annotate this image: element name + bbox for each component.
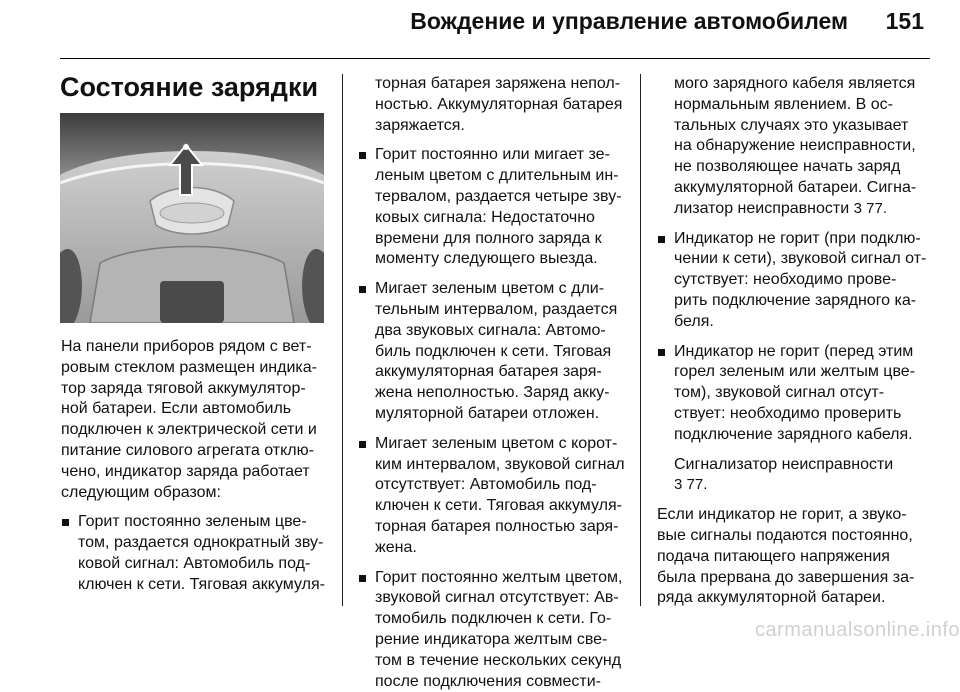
text-line: Горит постоянно зеленым цве-: [78, 513, 307, 531]
text-line: была прервана до завершения за-: [657, 568, 915, 586]
text-fragment: лизатор неисправности: [674, 199, 850, 217]
text-line: подключение зарядного кабеля.: [674, 425, 913, 443]
text-line: чено, индикатор заряда работает: [61, 462, 310, 480]
text-line: аккумуляторная батарея заря-: [375, 363, 602, 381]
text-line: следующим образом:: [61, 483, 221, 501]
text-line: торная батарея заряжена непол-: [375, 75, 621, 92]
page-reference-link[interactable]: 3 77.: [674, 476, 708, 494]
text-line: нормальным явлением. В ос-: [674, 95, 893, 113]
column-3: [657, 74, 932, 609]
text-line: времени для полного заряда к: [375, 229, 602, 247]
text-line: на обнаружение неисправности,: [674, 137, 916, 155]
bullet-continuation: [358, 74, 628, 136]
text-line: рение индикатора желтым све-: [375, 630, 608, 648]
text-line: не позволяющее начать заряд: [674, 158, 901, 176]
page-reference-link[interactable]: 3 77.: [853, 199, 888, 217]
text-line: отсутствует: Автомобиль под-: [375, 476, 597, 494]
text-line: сутствует: необходимо прове-: [674, 271, 897, 289]
text-line: Если индикатор не горит, а звуко-: [657, 506, 907, 524]
bullet-item: [61, 512, 331, 595]
text-line: ключен к сети. Тяговая аккумуля-: [78, 575, 325, 593]
text-line: тервалом, раздается четыре зву-: [375, 187, 622, 205]
text-line: муляторной батареи отложен.: [375, 404, 600, 422]
text-line: Индикатор не горит (при подклю-: [674, 229, 921, 247]
closing-paragraph: [657, 505, 932, 609]
header-rule: [60, 58, 930, 59]
text-line: после подключения совмести-: [375, 672, 601, 690]
text-line: ностью. Аккумуляторная батарея: [375, 95, 623, 113]
column-2: [358, 74, 628, 692]
text-line: беля.: [674, 312, 714, 330]
text-line: ной батареи. Если автомобиль: [61, 400, 292, 418]
text-line: подключен к электрической сети и: [61, 421, 317, 439]
text-line: горел зеленым или желтым цве-: [674, 363, 916, 381]
text-line: том, раздается однократный зву-: [78, 534, 324, 552]
text-line: ключен к сети. Тяговая аккумуля-: [375, 497, 622, 515]
indented-note: [657, 455, 932, 497]
header-title: Вождение и управление автомобилем: [410, 8, 848, 34]
text-line: тальных случаях это указывает: [674, 116, 909, 134]
text-line: Индикатор не горит (перед этим: [674, 342, 914, 360]
text-line: тор заряда тяговой аккумулятор-: [61, 379, 306, 397]
text-line: [674, 199, 932, 220]
text-line: моменту следующего выезда.: [375, 250, 598, 268]
bullet-item: [358, 568, 628, 692]
text-line: два звуковых сигнала: Автомо-: [375, 321, 606, 339]
text-line: заряжается.: [375, 116, 465, 134]
bullet-item: [358, 145, 628, 270]
text-line: торная батарея полностью заря-: [375, 517, 619, 535]
bullet-continuation: [657, 74, 932, 220]
bullet-marker-icon: [359, 441, 366, 448]
text-line: ряда аккумуляторной батареи.: [657, 589, 886, 607]
page-number: 151: [885, 8, 924, 34]
text-line: звуковой сигнал отсутствует: Ав-: [375, 589, 619, 607]
text-line: подача питающего напряжения: [657, 547, 890, 565]
column-divider: [342, 74, 343, 606]
bullet-marker-icon: [359, 575, 366, 582]
text-line: Мигает зеленым цветом с корот-: [375, 434, 618, 452]
text-line: Сигнализатор неисправности: [674, 455, 894, 473]
text-line: ковой сигнал: Автомобиль под-: [78, 554, 311, 572]
text-line: Горит постоянно или мигает зе-: [375, 146, 610, 164]
text-line: чении к сети), звуковой сигнал от-: [674, 250, 927, 268]
text-line: ствует: необходимо проверить: [674, 404, 902, 422]
dashboard-illustration: [60, 113, 324, 323]
text-line: ковых сигнала: Недостаточно: [375, 208, 595, 226]
bullet-marker-icon: [359, 152, 366, 159]
text-line: Горит постоянно желтым цветом,: [375, 568, 623, 586]
column-1: [61, 337, 331, 596]
bullet-marker-icon: [658, 349, 665, 356]
text-line: вые сигналы подаются постоянно,: [657, 526, 913, 544]
bullet-item: [358, 279, 628, 425]
bullet-marker-icon: [359, 286, 366, 293]
watermark: carmanualsonline.info: [754, 619, 960, 641]
bullet-item: [358, 434, 628, 559]
text-line: том в течение нескольких секунд: [375, 651, 622, 669]
bullet-item: [657, 342, 932, 446]
text-line: ким интервалом, звуковой сигнал: [375, 455, 625, 473]
text-line: аккумуляторной батареи. Сигна-: [674, 178, 917, 196]
text-line: томобиль подключен к сети. Го-: [375, 610, 612, 628]
text-line: Мигает зеленым цветом с дли-: [375, 280, 605, 298]
text-line: ровым стеклом размещен индика-: [61, 358, 317, 376]
text-line: мого зарядного кабеля является: [674, 75, 916, 92]
text-line: тельным интервалом, раздается: [375, 300, 618, 318]
column-divider: [640, 74, 641, 606]
bullet-marker-icon: [658, 236, 665, 243]
text-line: том), звуковой сигнал отсут-: [674, 384, 885, 402]
text-line: На панели приборов рядом с вет-: [61, 338, 312, 355]
bullet-item: [657, 229, 932, 333]
text-line: леным цветом с длительным ин-: [375, 167, 619, 185]
bullet-marker-icon: [62, 519, 69, 526]
intro-paragraph: [61, 337, 331, 503]
section-title: Состояние зарядки: [60, 72, 319, 102]
text-line: биль подключен к сети. Тяговая: [375, 342, 612, 360]
text-line: рить подключение зарядного ка-: [674, 291, 917, 309]
text-line: питание силового агрегата отклю-: [61, 441, 314, 459]
text-line: жена.: [375, 538, 417, 556]
text-line: жена неполностью. Заряд акку-: [375, 384, 610, 402]
